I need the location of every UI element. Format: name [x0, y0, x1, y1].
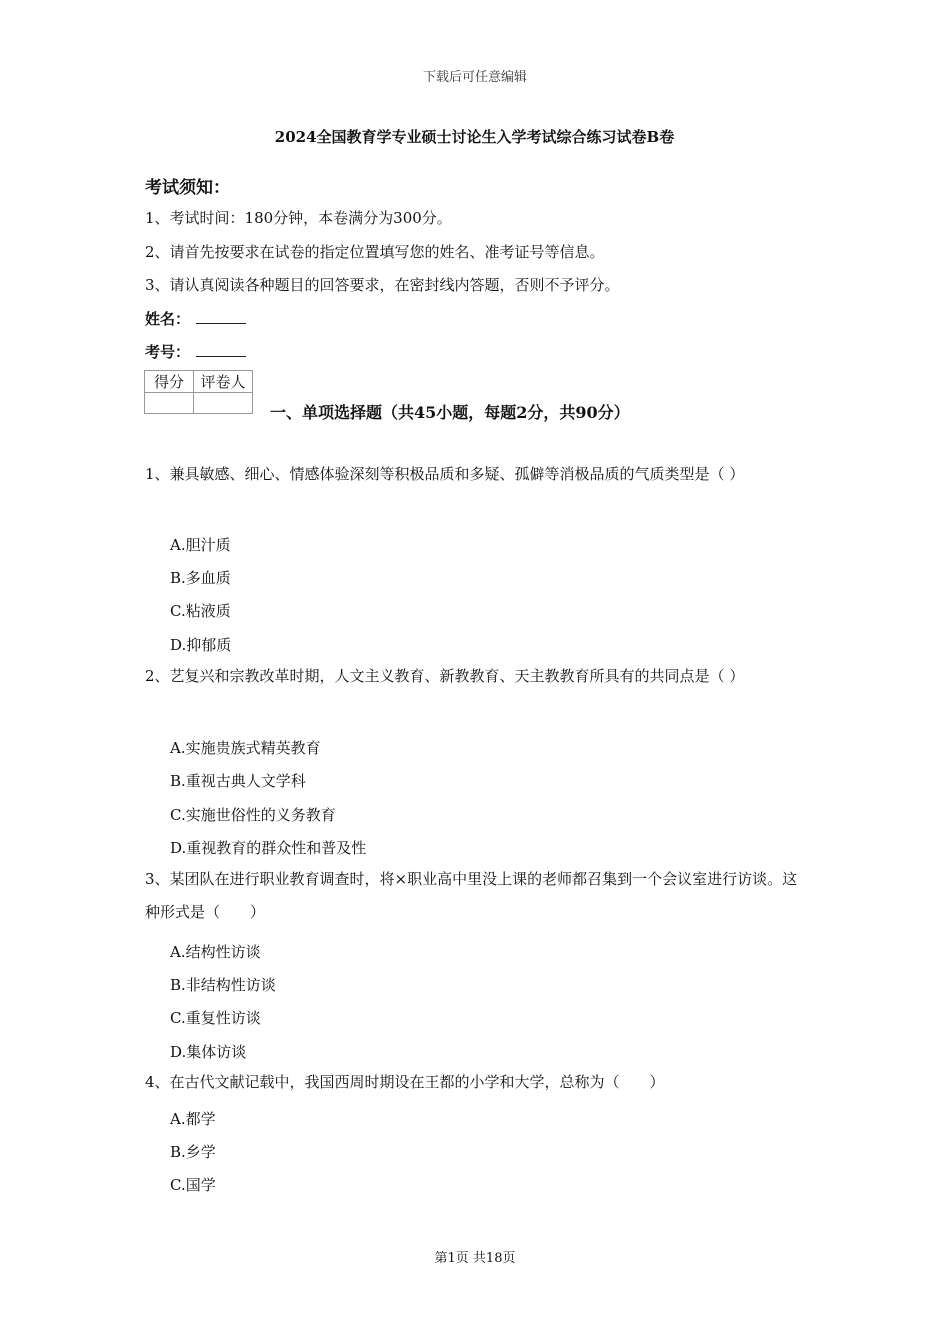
question-2-stem: 2、艺复兴和宗教改革时期，人文主义教育、新教教育、天主教教育所具有的共同点是（ ）	[145, 667, 745, 685]
grader-cell[interactable]	[194, 393, 253, 414]
question-1-option-a: A.胆汁质	[170, 536, 231, 554]
notice-item-1: 1、考试时间：180分钟，本卷满分为300分。	[145, 209, 452, 227]
question-3-option-b: B.非结构性访谈	[170, 976, 276, 994]
question-1-stem: 1、兼具敏感、细心、情感体验深刻等积极品质和多疑、孤僻等消极品质的气质类型是（ ）	[145, 465, 745, 483]
question-1-option-d: D.抑郁质	[170, 636, 232, 654]
section-heading: 一、单项选择题（共45小题，每题2分，共90分）	[270, 403, 630, 422]
notice-item-3: 3、请认真阅读各种题目的回答要求，在密封线内答题，否则不予评分。	[145, 276, 620, 294]
score-cell[interactable]	[145, 393, 194, 414]
grader-header: 评卷人	[194, 371, 253, 393]
id-blank[interactable]	[196, 342, 246, 357]
question-2-option-d: D.重视教育的群众性和普及性	[170, 839, 367, 857]
notice-item-2: 2、请首先按要求在试卷的指定位置填写您的姓名、准考证号等信息。	[145, 243, 605, 261]
document-title: 2024全国教育学专业硕士讨论生入学考试综合练习试卷B卷	[274, 128, 675, 146]
question-2-option-a: A.实施贵族式精英教育	[170, 739, 321, 757]
question-2-option-b: B.重视古典人文学科	[170, 772, 306, 790]
question-4-option-a: A.都学	[170, 1110, 216, 1128]
id-label: 考号：	[145, 343, 191, 361]
name-blank[interactable]	[196, 309, 246, 324]
question-4-stem: 4、在古代文献记载中，我国西周时期设在王都的小学和大学，总称为（ ）	[145, 1073, 665, 1091]
question-3-option-d: D.集体访谈	[170, 1043, 247, 1061]
question-4-option-c: C.国学	[170, 1176, 216, 1194]
score-header: 得分	[145, 371, 194, 393]
id-field	[145, 341, 246, 362]
question-3-option-c: C.重复性访谈	[170, 1009, 261, 1027]
question-3-stem: 3、某团队在进行职业教育调查时，将×职业高中里没上课的老师都召集到一个会议室进行访谈。这种形式是（ ）	[145, 870, 798, 921]
header-note: 下载后可任意编辑	[422, 70, 527, 85]
question-1-option-c: C.粘液质	[170, 602, 231, 620]
name-label: 姓名：	[145, 310, 191, 328]
name-field	[145, 308, 246, 329]
question-2-option-c: C.实施世俗性的义务教育	[170, 806, 336, 824]
page-footer: 第1页 共18页	[434, 1251, 516, 1266]
question-1-option-b: B.多血质	[170, 569, 231, 587]
question-3-option-a: A.结构性访谈	[170, 943, 261, 961]
score-table	[144, 370, 253, 414]
notice-heading: 考试须知：	[145, 178, 230, 198]
question-4-option-b: B.乡学	[170, 1143, 216, 1161]
